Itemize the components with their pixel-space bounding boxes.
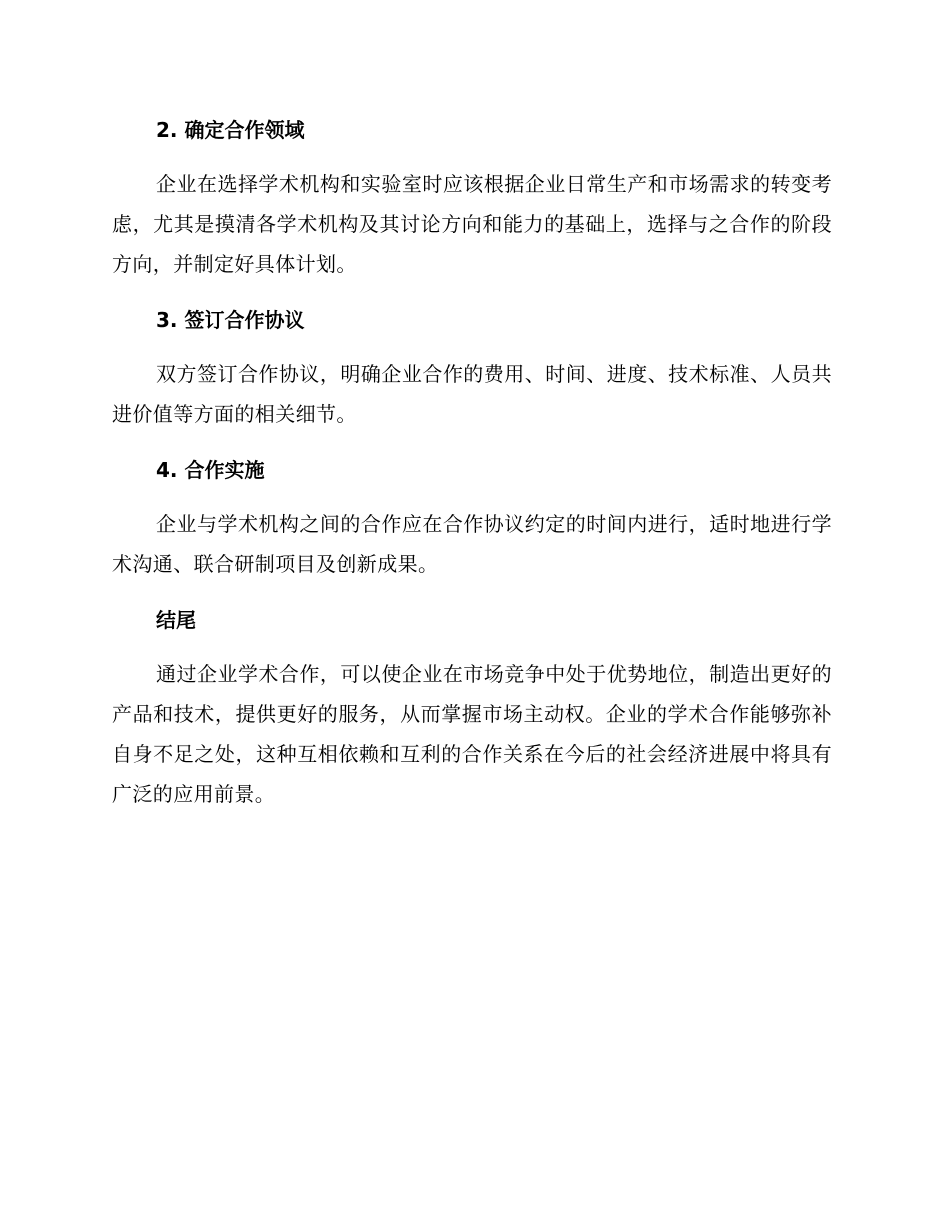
section-heading-agreement: 3. 签订合作协议 xyxy=(156,308,305,332)
section-paragraph-implementation: 企业与学术机构之间的合作应在合作协议约定的时间内进行，适时地进行学术沟通、联合研制项目及创新成果。 xyxy=(112,512,832,576)
section-heading-implementation: 4. 合作实施 xyxy=(156,458,265,482)
document-body xyxy=(112,112,832,832)
section-heading-conclusion: 结尾 xyxy=(156,608,196,632)
section-paragraph-agreement: 双方签订合作协议，明确企业合作的费用、时间、进度、技术标准、人员共进价值等方面的相关细节。 xyxy=(112,362,832,426)
section-paragraph-field: 企业在选择学术机构和实验室时应该根据企业日常生产和市场需求的转变考虑，尤其是摸清各学术机构及其讨论方向和能力的基础上，选择与之合作的阶段方向，并制定好具体计划。 xyxy=(112,172,832,276)
section-paragraph-conclusion: 通过企业学术合作，可以使企业在市场竞争中处于优势地位，制造出更好的产品和技术，提供更好的服务，从而掌握市场主动权。企业的学术合作能够弥补自身不足之处，这种互相依赖和互利的合作关系在今后的社会经济进展中将具有广泛的应用前景。 xyxy=(112,662,832,806)
section-heading-field: 2. 确定合作领域 xyxy=(156,118,305,142)
